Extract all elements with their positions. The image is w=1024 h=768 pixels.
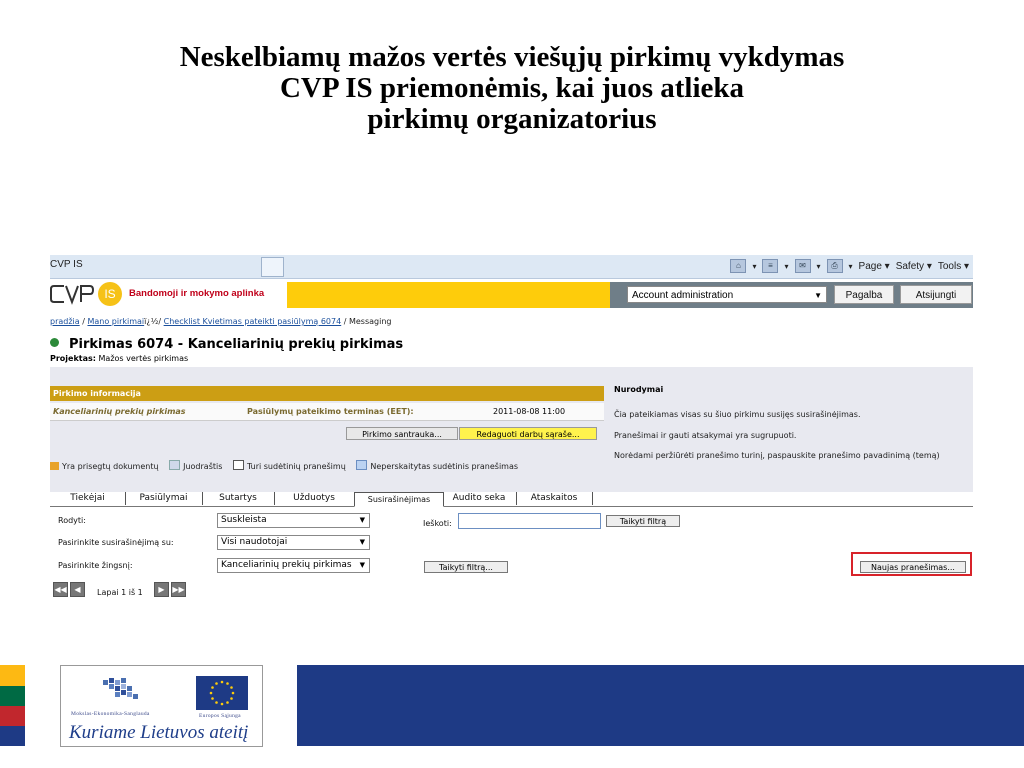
show-select[interactable]	[217, 513, 370, 528]
show-select-value: Suskleista	[221, 515, 267, 525]
eu-union-text: Europos Sąjunga	[199, 713, 241, 719]
edit-tasks-button[interactable]: Redaguoti darbų sąraše...	[459, 427, 597, 440]
deadline-label: Pasiūlymų pateikimo terminas (EET):	[247, 407, 414, 416]
account-select[interactable]	[627, 286, 827, 303]
tab-offers[interactable]: Pasiūlymai	[125, 492, 203, 505]
help-button[interactable]: Pagalba	[834, 285, 894, 304]
eu-flag-icon	[196, 676, 248, 710]
first-page-icon[interactable]: ◀◀	[53, 582, 68, 597]
user-label: Pasirinkite susirašinėjimą su:	[58, 538, 174, 547]
mail-icon[interactable]: ✉	[795, 259, 811, 273]
page-menu[interactable]: Page ▾	[858, 260, 890, 272]
deadline-value: 2011-08-08 11:00	[493, 407, 566, 416]
search-label: Ieškoti:	[423, 519, 452, 528]
tab-messaging[interactable]: Susirašinėjimas	[354, 492, 444, 507]
home-icon[interactable]: ⌂	[730, 259, 746, 273]
search-input[interactable]	[458, 513, 601, 529]
flag-yellow-stripe	[0, 665, 25, 686]
project-line	[50, 354, 188, 363]
is-logo: IS	[98, 282, 122, 306]
instructions-line-2: Pranešimai ir gauti atsakymai yra sugrupuoti.	[614, 431, 797, 440]
slide-title-line-3: pirkimų organizatorius	[367, 103, 657, 135]
legend	[50, 460, 526, 471]
tab-reports[interactable]: Ataskaitos	[516, 492, 593, 505]
tools-menu[interactable]: Tools ▾	[937, 260, 969, 272]
account-select-value: Account administration	[632, 290, 734, 301]
chevron-down-icon: ▼	[359, 561, 365, 569]
browser-command-bar: ⌂ ▾ ≡ ▾ ✉ ▾ ⎙ ▾ Page ▾ Safety ▾ Tools ▾	[730, 259, 969, 273]
step-select-value: Kanceliarinių prekių pirkimas	[221, 560, 352, 570]
legend-composite: Turi sudėtinių pranešimų	[246, 462, 346, 471]
tab-tasks[interactable]: Užduotys	[274, 492, 355, 505]
tab-contracts[interactable]: Sutartys	[202, 492, 275, 505]
slide-title	[0, 42, 1024, 135]
instructions-line-1: Čia pateikiamas visas su šiuo pirkimu susijęs susirašinėjimas.	[614, 410, 861, 419]
procurement-info-row	[50, 403, 604, 421]
breadcrumb-checklist[interactable]: Checklist Kvietimas pateikti pasiūlymą 6074	[163, 317, 342, 326]
show-label: Rodyti:	[58, 516, 86, 525]
new-tab-button[interactable]	[261, 257, 284, 277]
slogan: Kuriame Lietuvos ateitį	[69, 722, 249, 743]
browser-tab[interactable]: CVP IS	[50, 259, 83, 270]
expand-icon	[233, 460, 244, 470]
header-yellow-strip	[287, 282, 610, 308]
breadcrumb-home[interactable]: pradžia	[50, 317, 80, 326]
legend-attached: Yra prisegtų dokumentų	[62, 462, 159, 471]
user-select[interactable]	[217, 535, 370, 550]
breadcrumb-separator: ï¿½/	[144, 317, 162, 326]
messaging-filters	[50, 507, 973, 603]
feeds-icon[interactable]: ≡	[762, 259, 778, 273]
fund-mosaic-icon	[97, 676, 141, 706]
chevron-down-icon: ▼	[359, 538, 365, 546]
envelope-icon	[356, 460, 367, 470]
tab-bar	[50, 492, 973, 507]
apply-filter-step-button[interactable]: Taikyti filtrą...	[424, 561, 508, 573]
page-title-text: Pirkimas 6074 - Kanceliarinių prekių pirkimas	[69, 337, 404, 352]
instructions-line-3: Norėdami peržiūrėti pranešimo turinį, paspauskite pranešimo pavadinimą (temą)	[614, 451, 940, 460]
summary-button[interactable]: Pirkimo santrauka...	[346, 427, 458, 440]
step-select[interactable]	[217, 558, 370, 573]
slide-title-line-1: Neskelbiamų mažos vertės viešųjų pirkimų vykdymas	[179, 41, 845, 73]
cvp-logo	[50, 283, 94, 305]
app-header	[50, 282, 973, 308]
breadcrumb-my-procurements[interactable]: Mano pirkimai	[87, 317, 145, 326]
print-icon[interactable]: ⎙	[827, 259, 843, 273]
logout-button[interactable]: Atsijungti	[900, 285, 972, 304]
flag-blue-stripe	[0, 726, 25, 746]
instructions-title: Nurodymai	[614, 385, 664, 394]
flag-red-stripe	[0, 706, 25, 726]
app-screenshot	[50, 255, 973, 607]
chevron-down-icon: ▼	[359, 516, 365, 524]
prev-page-icon[interactable]: ◀	[70, 582, 85, 597]
chevron-down-icon: ▼	[814, 291, 822, 300]
footer-blue-band	[297, 665, 1024, 746]
tab-suppliers[interactable]: Tiekėjai	[50, 492, 126, 505]
highlight-box	[851, 552, 972, 576]
slide-title-line-2: CVP IS priemonėmis, kai juos atlieka	[279, 72, 745, 104]
last-page-icon[interactable]: ▶▶	[171, 582, 186, 597]
legend-draft: Juodraštis	[183, 462, 223, 471]
browser-toolbar	[50, 255, 973, 279]
project-value: Mažos vertės pirkimas	[98, 354, 189, 363]
step-label: Pasirinkite žingsnį:	[58, 561, 133, 570]
fund-text: Mokslas-Ekonomika-Sanglauda	[71, 711, 150, 717]
environment-label: Bandomoji ir mokymo aplinka	[129, 288, 265, 299]
tab-audit[interactable]: Audito seka	[442, 492, 517, 505]
attachment-icon	[50, 462, 59, 470]
procurement-name: Kanceliarinių prekių pirkimas	[53, 407, 186, 416]
flag-green-stripe	[0, 686, 25, 706]
new-message-button[interactable]: Naujas pranešimas...	[860, 561, 966, 573]
project-label: Projektas:	[50, 354, 96, 363]
next-page-icon[interactable]: ▶	[154, 582, 169, 597]
legend-unread: Neperskaitytas sudėtinis pranešimas	[370, 462, 519, 471]
procurement-info-header: Pirkimo informacija	[50, 386, 604, 401]
user-select-value: Visi naudotojai	[221, 537, 288, 547]
status-dot-icon	[50, 338, 59, 347]
apply-filter-button[interactable]: Taikyti filtrą	[606, 515, 680, 527]
pager-text: Lapai 1 iš 1	[97, 588, 143, 597]
breadcrumb: pradžia / Mano pirkimaiï¿½/ Checklist Kvietimas pateikti pasiūlymą 6074 / Messaging	[50, 317, 392, 326]
page-title	[50, 337, 403, 352]
breadcrumb-current: Messaging	[348, 317, 392, 326]
eu-funding-logo	[60, 665, 263, 747]
safety-menu[interactable]: Safety ▾	[895, 260, 932, 272]
draft-icon	[169, 460, 180, 470]
